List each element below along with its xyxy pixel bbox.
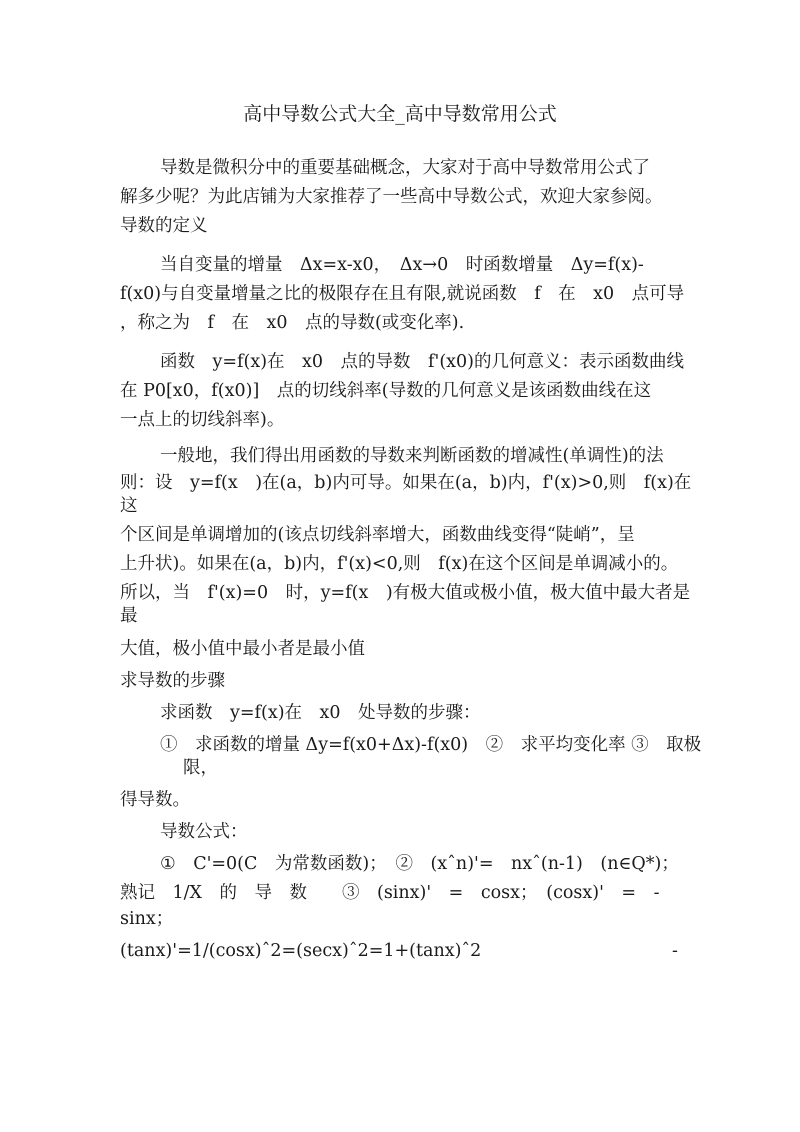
paragraph-line: f(x0)与自变量增量之比的极限存在且有限,就说函数 f 在 x0 点可导 <box>120 284 685 304</box>
paragraph-line: 在 P0[x0，f(x0)] 点的切线斜率(导数的几何意义是该函数曲线在这 <box>120 381 652 401</box>
paragraph-line: ，称之为 f 在 x0 点的导数(或变化率). <box>120 313 465 333</box>
paragraph-line: 个区间是单调增加的(该点切线斜率增大，函数曲线变得“陡峭”，呈 <box>120 525 635 545</box>
formula-line: sinx； <box>120 909 174 929</box>
paragraph-line: 一般地，我们得出用函数的导数来判断函数的增减性(单调性)的法 <box>160 446 664 466</box>
paragraph-line: 所以，当 f'(x)=0 时，y=f(x )有极大值或极小值，极大值中最大者是 <box>120 583 691 603</box>
paragraph-line: 则：设 y=f(x )在(a，b)内可导。如果在(a，b)内，f'(x)>0,则 f(x)在 <box>120 473 692 493</box>
formula-line: 熟记 1/X 的 导 数 ③ (sinx)' = cosx； (cosx)' = - <box>120 883 660 903</box>
paragraph-line: 上升状)。如果在(a，b)内，f'(x)<0,则 f(x)在这个区间是单调减小的。 <box>120 554 679 574</box>
paragraph-line: 这 <box>120 496 138 516</box>
formula-line: ① C'=0(C 为常数函数)； ② (xˆn)'= nxˆ(n-1) (n∈Q*)； <box>160 854 679 874</box>
paragraph-line: ① 求函数的增量 Δy=f(x0+Δx)-f(x0) ② 求平均变化率 ③ 取极 <box>160 735 702 755</box>
paragraph-line: 导数是微积分中的重要基础概念，大家对于高中导数常用公式了 <box>160 158 650 178</box>
formula-line: (tanx)'=1/(cosx)ˆ2=(secx)ˆ2=1+(tanx)ˆ2 <box>120 941 482 961</box>
paragraph-line: 限， <box>183 758 218 778</box>
paragraph-line: 一点上的切线斜率)。 <box>120 410 285 430</box>
section-heading: 导数公式： <box>160 822 248 842</box>
paragraph-line: 解多少呢？为此店铺为大家推荐了一些高中导数公式，欢迎大家参阅。 <box>120 187 663 207</box>
paragraph-line: 得导数。 <box>120 790 190 810</box>
paragraph-line: 当自变量的增量 Δx=x-x0， Δx→0 时函数增量 Δy=f(x)- <box>160 255 644 275</box>
paragraph-line: 求函数 y=f(x)在 x0 处导数的步骤： <box>160 703 481 723</box>
section-heading: 导数的定义 <box>120 216 208 236</box>
formula-line: - <box>672 941 678 961</box>
paragraph-line: 最 <box>120 606 138 626</box>
paragraph-line: 大值，极小值中最小者是最小值 <box>120 639 365 659</box>
document-title: 高中导数公式大全_高中导数常用公式 <box>243 103 557 125</box>
paragraph-line: 函数 y=f(x)在 x0 点的导数 f'(x0)的几何意义：表示函数曲线 <box>160 352 684 372</box>
section-heading: 求导数的步骤 <box>120 671 225 691</box>
